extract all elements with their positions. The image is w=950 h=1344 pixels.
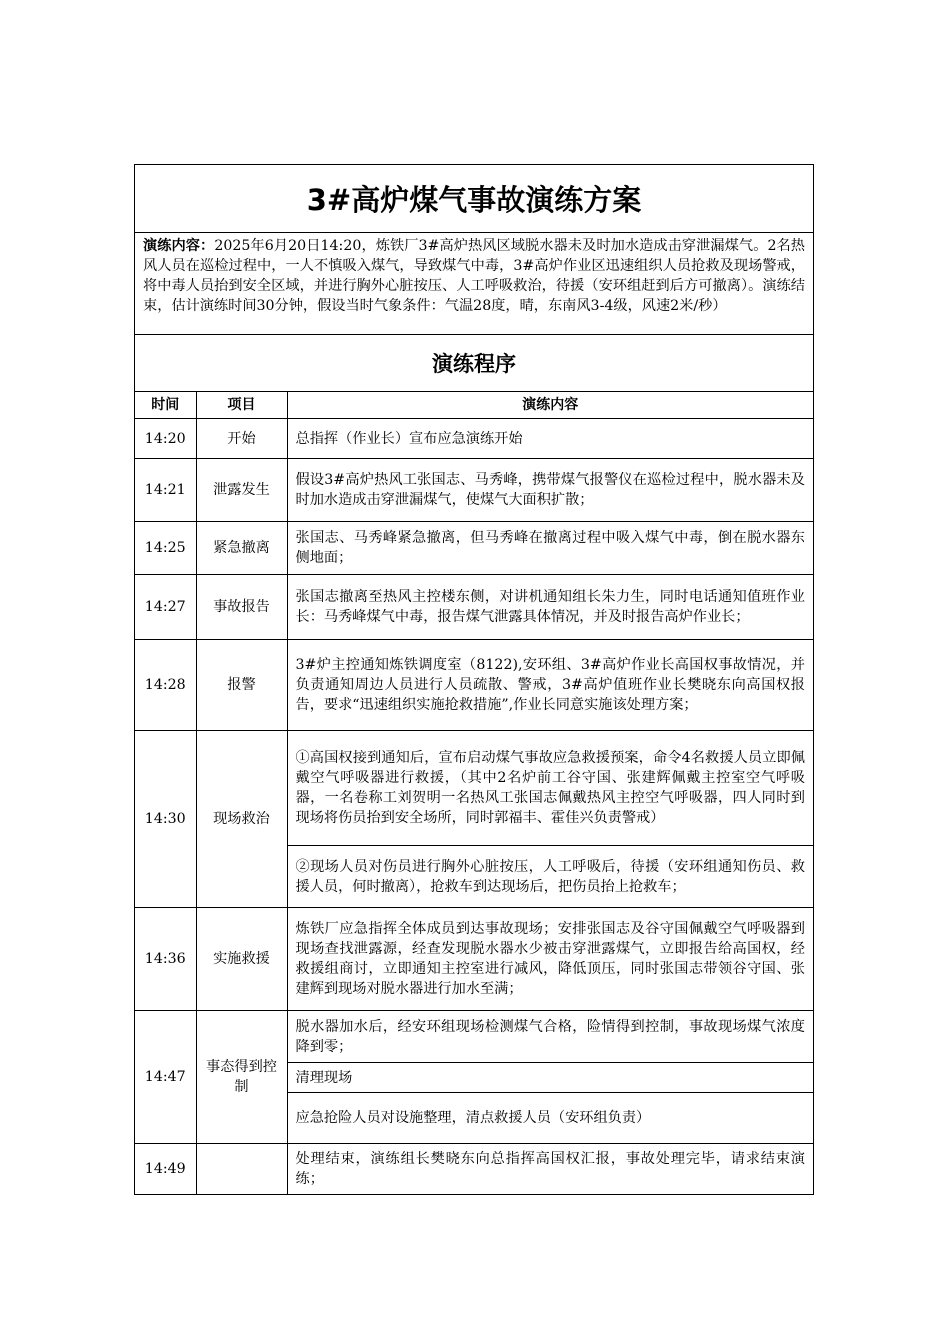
row-time: 14:21 <box>135 459 196 522</box>
intro-text: 2025年6月20日14:20，炼铁厂3#高炉热风区域脱水器未及时加水造成击穿泄漏煤气。2名热风人员在巡检过程中，一人不慎吸入煤气，导致煤气中毒，3#高炉作业区迅速组织人员抢救及现场警戒，将中毒人员抬到安全区域，并进行胸外心脏按压、人工呼吸救治，待援（安环组赶到后方可撤离）。演练结束，估计演练时间30分钟，假设当时气象条件：气温28度，晴，东南风3-4级，风速2米/秒） <box>143 238 805 314</box>
row-time: 14:36 <box>135 908 196 1011</box>
row-item: 开始 <box>196 419 287 459</box>
drill-plan-document <box>134 164 814 1195</box>
row-time: 14:49 <box>135 1144 196 1194</box>
row-item: 实施救援 <box>196 908 287 1011</box>
row-content: 总指挥（作业长）宣布应急演练开始 <box>287 419 813 459</box>
row-content: 3#炉主控通知炼铁调度室（8122),安环组、3#高炉作业长高国权事故情况，并负责通知周边人员进行人员疏散、警戒，3#高炉值班作业长樊晓东向高国权报告，要求“迅速组织实施抢救措施”,作业长同意实施该处理方案； <box>287 640 813 731</box>
row-time: 14:47 <box>135 1011 196 1144</box>
row-content: 脱水器加水后，经安环组现场检测煤气合格，险情得到控制，事故现场煤气浓度降到零； <box>287 1011 813 1063</box>
header-time: 时间 <box>135 392 196 419</box>
row-content: ②现场人员对伤员进行胸外心脏按压，人工呼吸后，待援（安环组通知伤员、救援人员，何时撤离），抢救车到达现场后，把伤员抬上抢救车； <box>287 846 813 908</box>
row-content: 张国志撤离至热风主控楼东侧，对讲机通知组长朱力生，同时电话通知值班作业长：马秀峰煤气中毒，报告煤气泄露具体情况，并及时报告高炉作业长； <box>287 575 813 640</box>
document-title: 3#高炉煤气事故演练方案 <box>135 165 813 233</box>
row-item: 泄露发生 <box>196 459 287 522</box>
table-row <box>135 908 813 1011</box>
row-item: 报警 <box>196 640 287 731</box>
row-time: 14:30 <box>135 731 196 908</box>
row-content: 处理结束，演练组长樊晓东向总指挥高国权汇报，事故处理完毕，请求结束演练； <box>287 1144 813 1194</box>
row-content: 清理现场 <box>287 1063 813 1093</box>
table-row <box>135 1011 813 1063</box>
table-row <box>135 459 813 522</box>
row-content: 应急抢险人员对设施整理，清点救援人员（安环组负责） <box>287 1093 813 1144</box>
table-row <box>135 522 813 575</box>
row-item: 事态得到控制 <box>196 1011 287 1144</box>
table-header-row <box>135 392 813 419</box>
row-content: 张国志、马秀峰紧急撤离，但马秀峰在撤离过程中吸入煤气中毒，倒在脱水器东侧地面； <box>287 522 813 575</box>
row-content: 炼铁厂应急指挥全体成员到达事故现场；安排张国志及谷守国佩戴空气呼吸器到现场查找泄露源，经查发现脱水器水少被击穿泄露煤气，立即报告给高国权，经救援组商讨，立即通知主控室进行减风，降低顶压，同时张国志带领谷守国、张建辉到现场对脱水器进行加水至满； <box>287 908 813 1011</box>
row-time: 14:28 <box>135 640 196 731</box>
row-time: 14:27 <box>135 575 196 640</box>
table-row <box>135 731 813 846</box>
row-content: ①高国权接到通知后，宣布启动煤气事故应急救援预案，命令4名救援人员立即佩戴空气呼吸器进行救援，（其中2名炉前工谷守国、张建辉佩戴主控室空气呼吸器，一名卷称工刘贺明一名热风工张国志佩戴热风主控空气呼吸器，四人同时到现场将伤员抬到安全场所，同时郭福丰、霍佳兴负责警戒） <box>287 731 813 846</box>
table-row <box>135 419 813 459</box>
row-item: 紧急撤离 <box>196 522 287 575</box>
row-item <box>196 1144 287 1194</box>
header-item: 项目 <box>196 392 287 419</box>
row-item: 现场救治 <box>196 731 287 908</box>
header-content: 演练内容 <box>287 392 813 419</box>
procedure-title: 演练程序 <box>135 335 813 392</box>
intro-label: 演练内容： <box>143 238 215 254</box>
row-time: 14:20 <box>135 419 196 459</box>
table-row <box>135 575 813 640</box>
row-item: 事故报告 <box>196 575 287 640</box>
table-row <box>135 640 813 731</box>
row-content: 假设3#高炉热风工张国志、马秀峰，携带煤气报警仪在巡检过程中，脱水器未及时加水造成击穿泄漏煤气，使煤气大面积扩散； <box>287 459 813 522</box>
drill-intro <box>135 233 813 335</box>
table-row <box>135 1144 813 1194</box>
row-time: 14:25 <box>135 522 196 575</box>
procedure-table <box>135 392 813 1194</box>
